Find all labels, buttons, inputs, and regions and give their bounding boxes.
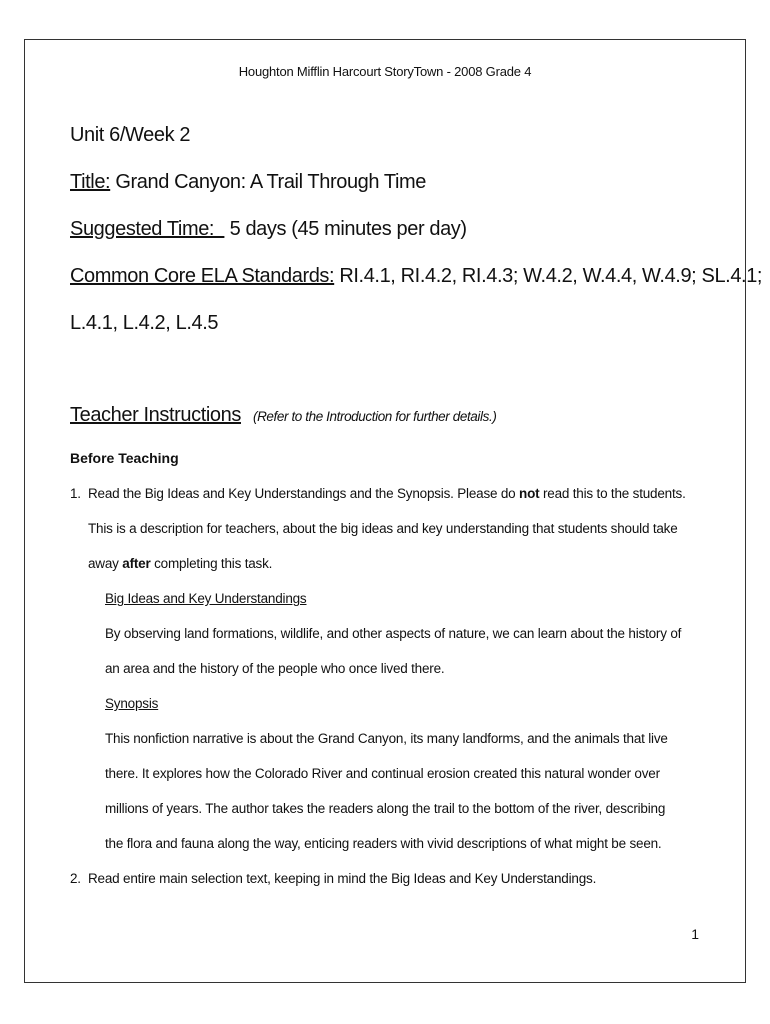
item-1-line-2: This is a description for teachers, about the big ideas and key understanding that students should take <box>88 521 678 536</box>
item-1-bold-after: after <box>122 556 151 571</box>
suggested-time-line <box>70 218 467 241</box>
teacher-instructions-line <box>70 404 496 427</box>
standards-list: RI.4.1, RI.4.2, RI.4.3; W.4.2, W.4.4, W.4.9; SL.4.1; <box>334 265 763 287</box>
item-1-text-a: Read the Big Ideas and Key Understandings and the Synopsis. Please do <box>88 486 520 501</box>
unit-week: Unit 6/Week 2 <box>70 124 191 146</box>
item-1-line-3-b: completing this task. <box>150 556 273 571</box>
title-value: Grand Canyon: A Trail Through Time <box>110 171 427 193</box>
synopsis-line-1: This nonfiction narrative is about the Grand Canyon, its many landforms, and the animals that live <box>105 731 668 746</box>
page-header: Houghton Mifflin Harcourt StoryTown - 2008 Grade 4 <box>238 64 532 79</box>
teacher-instructions-heading: Teacher Instructions <box>70 404 241 426</box>
synopsis-line-2: there. It explores how the Colorado River and continual erosion created this natural wonder over <box>105 766 660 781</box>
big-ideas-line-2: an area and the history of the people who once lived there. <box>105 661 445 676</box>
big-ideas-heading: Big Ideas and Key Understandings <box>105 591 307 606</box>
document-page <box>24 39 763 983</box>
item-1-line-1 <box>70 486 686 501</box>
teacher-instructions-note: (Refer to the Introduction for further details.) <box>252 409 497 424</box>
standards-label: Common Core ELA Standards: <box>70 265 335 287</box>
page-number: 1 <box>691 926 699 942</box>
standards-line-2: L.4.1, L.4.2, L.4.5 <box>70 312 219 334</box>
synopsis-line-4: the flora and fauna along the way, enticing readers with vivid descriptions of what might be seen. <box>105 836 662 851</box>
item-1-bold-not: not <box>519 486 540 501</box>
item-1-text-b: read this to the students. <box>539 486 686 501</box>
suggested-time-value: 5 days (45 minutes per day) <box>224 218 467 240</box>
big-ideas-line-1: By observing land formations, wildlife, and other aspects of nature, we can learn about the history of <box>105 626 682 641</box>
item-2 <box>70 871 596 886</box>
suggested-time-label: Suggested Time: <box>70 218 225 240</box>
synopsis-line-3: millions of years. The author takes the readers along the trail to the bottom of the river, describing <box>105 801 666 816</box>
item-1-line-3-a: away <box>88 556 123 571</box>
item-2-text: Read entire main selection text, keeping in mind the Big Ideas and Key Understandings. <box>88 871 597 886</box>
item-1-line-3 <box>88 556 272 571</box>
item-2-number: 2. <box>70 871 81 886</box>
item-1-number: 1. <box>70 486 81 501</box>
synopsis-heading: Synopsis <box>105 696 159 711</box>
title-label: Title: <box>70 171 111 193</box>
standards-line <box>70 265 762 288</box>
title-line <box>70 171 426 194</box>
before-teaching-heading: Before Teaching <box>70 450 179 466</box>
